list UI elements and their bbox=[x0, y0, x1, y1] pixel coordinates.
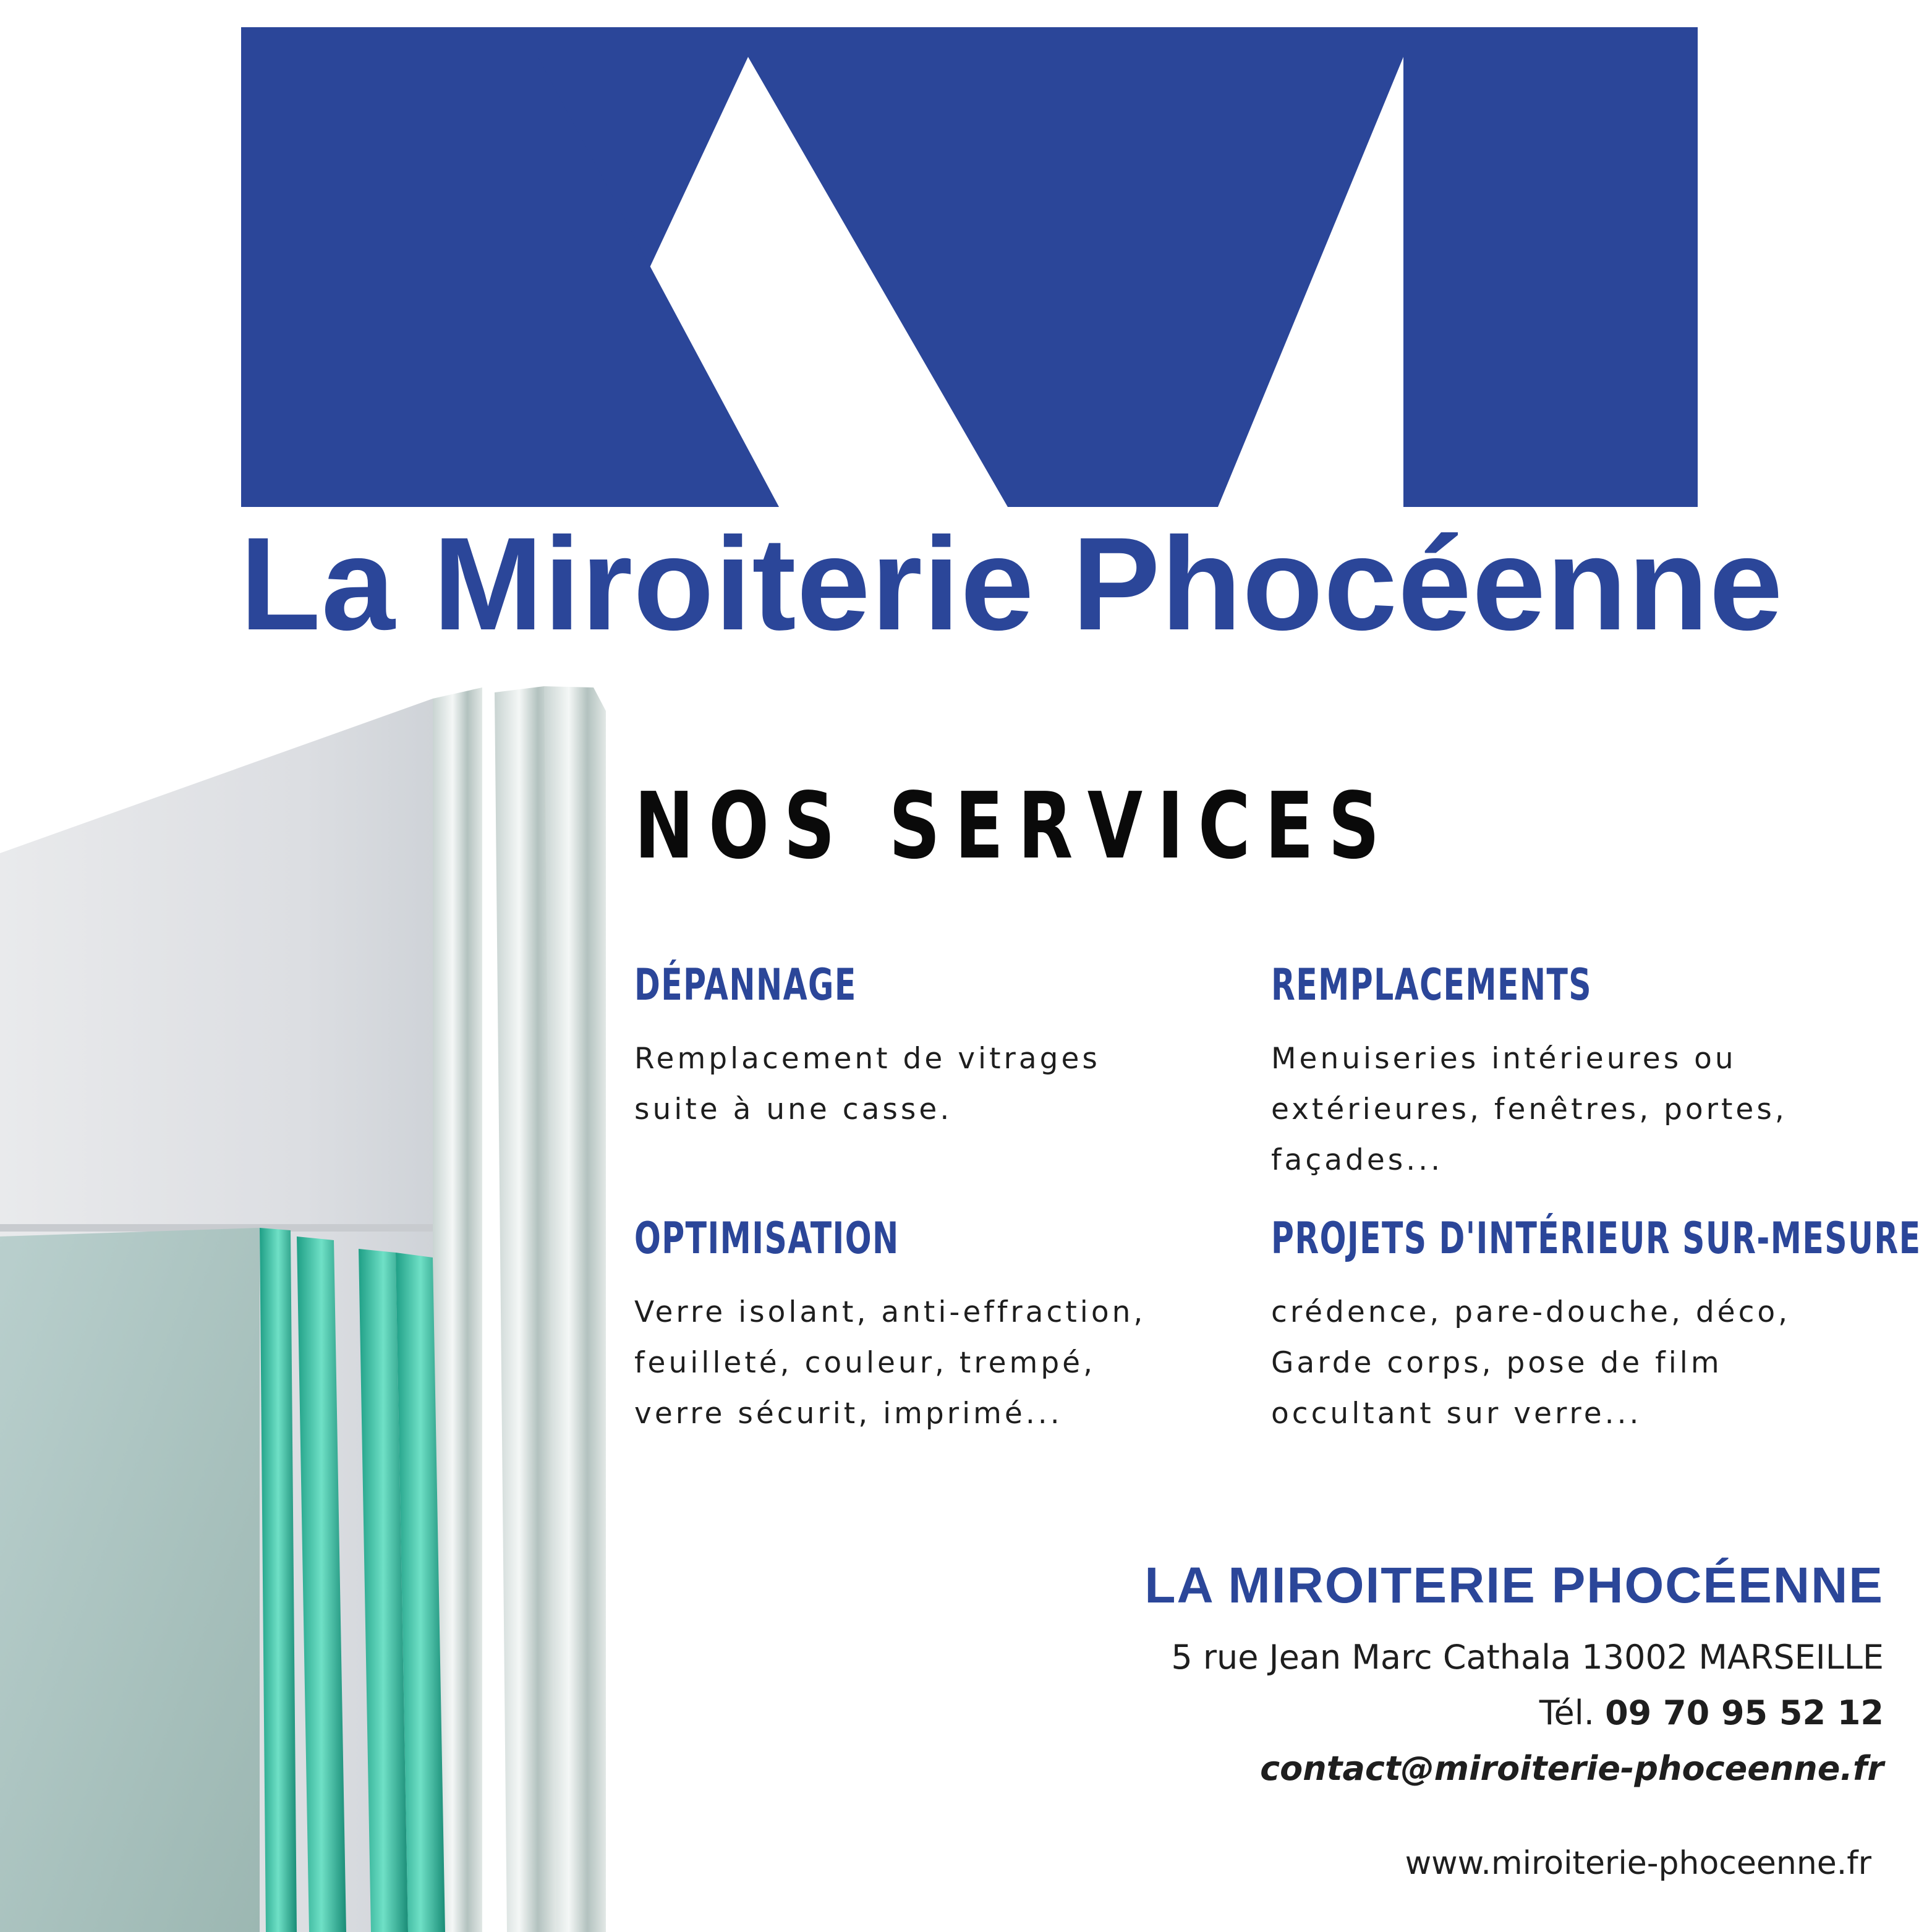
service-projets-interieur bbox=[1271, 1213, 1921, 1439]
service-text: crédence, pare-douche, déco, Garde corps, pose de film occultant sur verre... bbox=[1271, 1295, 1791, 1431]
service-heading: OPTIMISATION bbox=[634, 1213, 900, 1264]
contact-address: 5 rue Jean Marc Cathala 13002 MARSEILLE bbox=[1171, 1638, 1884, 1677]
website-link[interactable]: www.miroiterie-phoceenne.fr bbox=[1405, 1845, 1871, 1882]
phone-number-link[interactable]: 09 70 95 52 12 bbox=[1605, 1693, 1884, 1732]
service-heading: DÉPANNAGE bbox=[634, 960, 857, 1010]
logo-m-icon bbox=[241, 27, 1698, 507]
service-text: Verre isolant, anti-effraction, feuilleté, couleur, trempé, verre sécurit, imprimé... bbox=[634, 1295, 1146, 1431]
service-remplacements bbox=[1271, 960, 1914, 1186]
service-text: Menuiseries intérieures ou extérieures, fenêtres, portes, façades... bbox=[1271, 1042, 1787, 1177]
service-heading: PROJETS D'INTÉRIEUR SUR-MESURE bbox=[1271, 1213, 1921, 1264]
service-optimisation bbox=[634, 1213, 1277, 1439]
service-heading: REMPLACEMENTS bbox=[1271, 960, 1593, 1010]
contact-phone bbox=[956, 1693, 1884, 1732]
contact-company: LA MIROITERIE PHOCÉENNE bbox=[1144, 1557, 1884, 1614]
contact-email-link[interactable]: contact@miroiterie-phoceenne.fr bbox=[1260, 1749, 1884, 1788]
phone-label: Tél. bbox=[1539, 1693, 1594, 1732]
brand-name: La Miroiterie Phocéenne bbox=[240, 510, 1784, 658]
glass-panels-image bbox=[0, 674, 618, 1932]
service-depannage bbox=[634, 960, 1277, 1135]
services-title: NOS SERVICES bbox=[634, 773, 1394, 879]
contact-block bbox=[956, 1557, 1884, 1808]
service-text: Remplacement de vitrages suite à une casse. bbox=[634, 1042, 1100, 1126]
